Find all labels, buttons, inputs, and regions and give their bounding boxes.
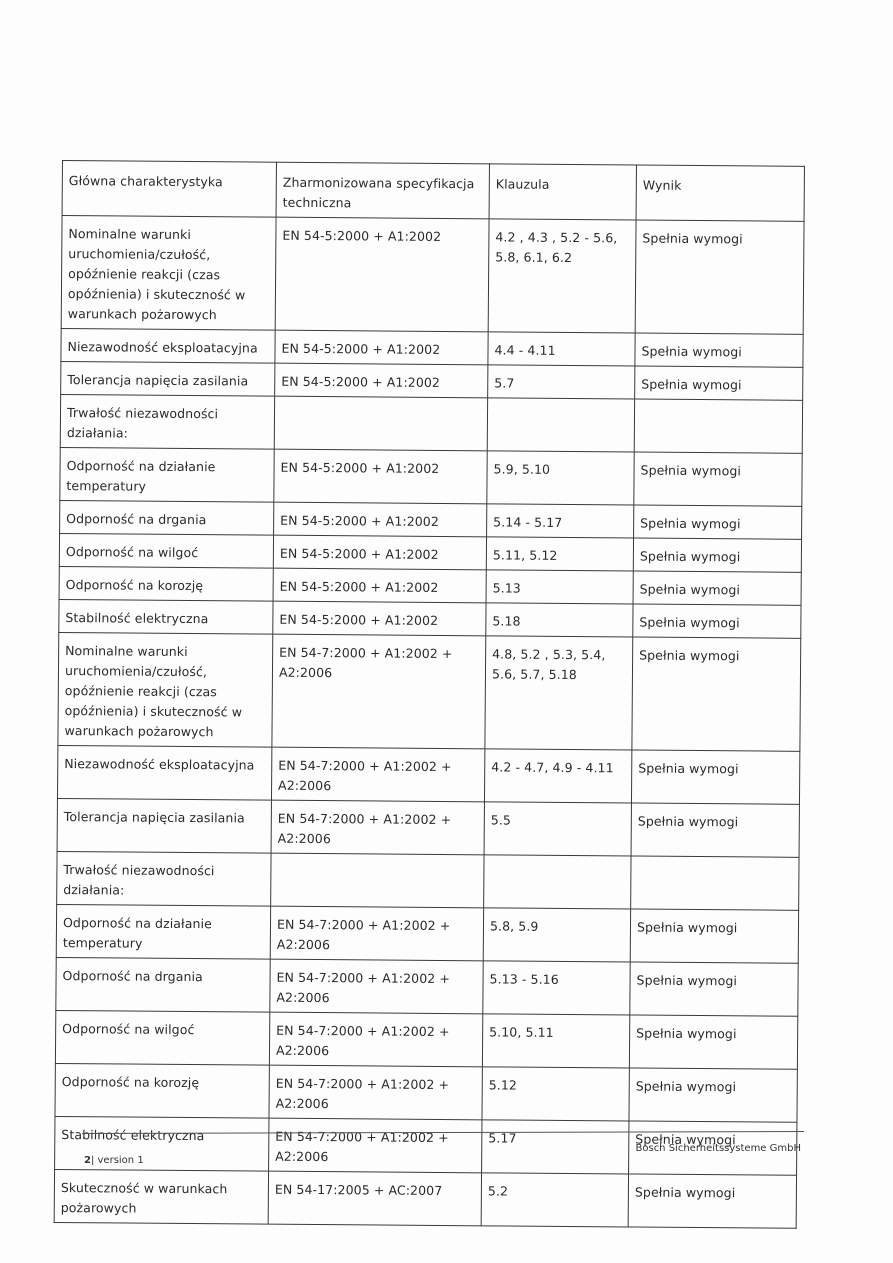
cell-clause: 5.17 — [482, 1120, 629, 1174]
cell-spec: EN 54-17:2005 + AC:2007 — [268, 1171, 481, 1226]
cell-characteristic: Odporność na korozję — [59, 566, 273, 601]
header-clause: Klauzula — [489, 164, 636, 220]
cell-clause: 5.11, 5.12 — [486, 537, 633, 571]
cell-spec: EN 54-5:2000 + A1:2002 — [274, 449, 487, 504]
cell-characteristic: Tolerancja napięcia zasilania — [57, 798, 271, 853]
cell-result: Spełnia wymogi — [630, 962, 798, 1016]
table-row — [57, 745, 799, 804]
cell-clause: 4.8, 5.2 , 5.3, 5.4, 5.6, 5.7, 5.18 — [485, 636, 633, 750]
cell-result: Spełnia wymogi — [633, 604, 801, 638]
cell-result: Spełnia wymogi — [635, 366, 803, 400]
footer-page-info — [84, 1155, 144, 1166]
cell-clause: 5.5 — [484, 802, 631, 856]
cell-result: Spełnia wymogi — [633, 538, 801, 572]
table-row — [55, 1063, 797, 1122]
cell-spec: EN 54-7:2000 + A1:2002 + A2:2006 — [271, 747, 484, 802]
page-number: 2 — [84, 1155, 91, 1166]
table-header-row — [62, 161, 804, 222]
cell-clause: 5.13 — [486, 570, 633, 604]
cell-result: Spełnia wymogi — [632, 637, 801, 751]
cell-characteristic: Stabilność elektryczna — [59, 599, 273, 634]
cell-characteristic: Stabilność elektryczna — [55, 1116, 269, 1171]
cell-spec: EN 54-7:2000 + A1:2002 + A2:2006 — [271, 800, 484, 855]
cell-clause: 5.8, 5.9 — [483, 908, 630, 962]
cell-characteristic: Niezawodność eksploatacyjna — [57, 745, 271, 800]
cell-result — [634, 399, 802, 453]
cell-characteristic: Niezawodność eksploatacyjna — [61, 328, 275, 363]
cell-characteristic: Trwałość niezawodności działania: — [57, 851, 271, 906]
cell-characteristic: Odporność na drgania — [56, 957, 270, 1012]
cell-characteristic: Odporność na drgania — [60, 500, 274, 535]
cell-spec: EN 54-5:2000 + A1:2002 — [274, 502, 487, 537]
cell-result: Spełnia wymogi — [628, 1174, 796, 1228]
table-row — [57, 851, 799, 910]
cell-result: Spełnia wymogi — [631, 750, 799, 804]
cell-result: Spełnia wymogi — [631, 803, 799, 857]
version-label: | version 1 — [90, 1155, 144, 1166]
header-harmonized-spec: Zharmonizowana specyfikacja techniczna — [276, 162, 489, 219]
cell-result: Spełnia wymogi — [629, 1121, 797, 1175]
cell-clause: 5.18 — [486, 603, 633, 637]
cell-spec: EN 54-7:2000 + A1:2002 + A2:2006 — [269, 1118, 482, 1173]
cell-spec: EN 54-7:2000 + A1:2002 + A2:2006 — [269, 1012, 482, 1067]
cell-spec: EN 54-5:2000 + A1:2002 — [273, 568, 486, 603]
header-result: Wynik — [636, 165, 804, 221]
cell-clause: 4.4 - 4.11 — [488, 332, 635, 366]
cell-result: Spełnia wymogi — [629, 1015, 797, 1069]
cell-spec: EN 54-5:2000 + A1:2002 — [273, 535, 486, 570]
cell-clause: 5.12 — [482, 1067, 629, 1121]
cell-result: Spełnia wymogi — [634, 452, 802, 506]
company-name: Bosch Sicherheitssysteme GmbH — [635, 1143, 801, 1154]
cell-spec: EN 54-7:2000 + A1:2002 + A2:2006 — [269, 1065, 482, 1120]
table-row — [54, 1169, 796, 1228]
characteristics-table — [54, 160, 805, 1229]
cell-characteristic: Tolerancja napięcia zasilania — [61, 361, 275, 396]
cell-result — [631, 856, 799, 910]
cell-clause: 4.2 - 4.7, 4.9 - 4.11 — [484, 749, 631, 803]
cell-spec — [271, 853, 484, 908]
cell-clause: 4.2 , 4.3 , 5.2 - 5.6, 5.8, 6.1, 6.2 — [488, 219, 636, 333]
cell-clause: 5.2 — [481, 1173, 628, 1227]
table-row — [60, 447, 802, 506]
cell-spec: EN 54-5:2000 + A1:2002 — [275, 363, 488, 398]
cell-characteristic: Odporność na wilgoć — [55, 1010, 269, 1065]
table-row — [58, 632, 801, 751]
cell-clause: 5.7 — [488, 365, 635, 399]
cell-characteristic: Nominalne warunki uruchomienia/czułość, opóźnienie reakcji (czas opóźnienia) i skuteczność w warunkach pożarowych — [61, 216, 276, 331]
table-row — [56, 957, 798, 1016]
table-row — [55, 1010, 797, 1069]
cell-result: Spełnia wymogi — [635, 333, 803, 367]
cell-result: Spełnia wymogi — [634, 505, 802, 539]
cell-characteristic: Trwałość niezawodności działania: — [60, 394, 274, 449]
table-row — [56, 904, 798, 963]
cell-characteristic: Odporność na korozję — [55, 1063, 269, 1118]
cell-result: Spełnia wymogi — [635, 220, 804, 334]
cell-spec: EN 54-7:2000 + A1:2002 + A2:2006 — [270, 959, 483, 1014]
cell-spec: EN 54-5:2000 + A1:2002 — [273, 601, 486, 636]
cell-clause — [484, 855, 631, 909]
header-main-characteristic: Główna charakterystyka — [62, 161, 276, 218]
cell-result: Spełnia wymogi — [629, 1068, 797, 1122]
table-row — [61, 216, 804, 335]
cell-characteristic: Odporność na działanie temperatury — [56, 904, 270, 959]
cell-clause: 5.14 - 5.17 — [487, 504, 634, 538]
cell-characteristic: Nominalne warunki uruchomienia/czułość, opóźnienie reakcji (czas opóźnienia) i skuteczność w warunkach pożarowych — [58, 632, 273, 747]
cell-clause — [487, 398, 634, 452]
cell-clause: 5.10, 5.11 — [482, 1014, 629, 1068]
cell-result: Spełnia wymogi — [630, 909, 798, 963]
cell-characteristic: Odporność na wilgoć — [59, 533, 273, 568]
cell-spec: EN 54-7:2000 + A1:2002 + A2:2006 — [272, 634, 486, 749]
cell-characteristic: Skuteczność w warunkach pożarowych — [54, 1169, 268, 1224]
cell-clause: 5.13 - 5.16 — [483, 961, 630, 1015]
cell-characteristic: Odporność na działanie temperatury — [60, 447, 274, 502]
table-row — [57, 798, 799, 857]
table-row — [60, 394, 802, 453]
cell-clause: 5.9, 5.10 — [487, 451, 634, 505]
cell-spec: EN 54-7:2000 + A1:2002 + A2:2006 — [270, 906, 483, 961]
cell-spec: EN 54-5:2000 + A1:2002 — [275, 217, 489, 332]
cell-spec — [274, 396, 487, 451]
cell-result: Spełnia wymogi — [633, 571, 801, 605]
cell-spec: EN 54-5:2000 + A1:2002 — [275, 330, 488, 365]
